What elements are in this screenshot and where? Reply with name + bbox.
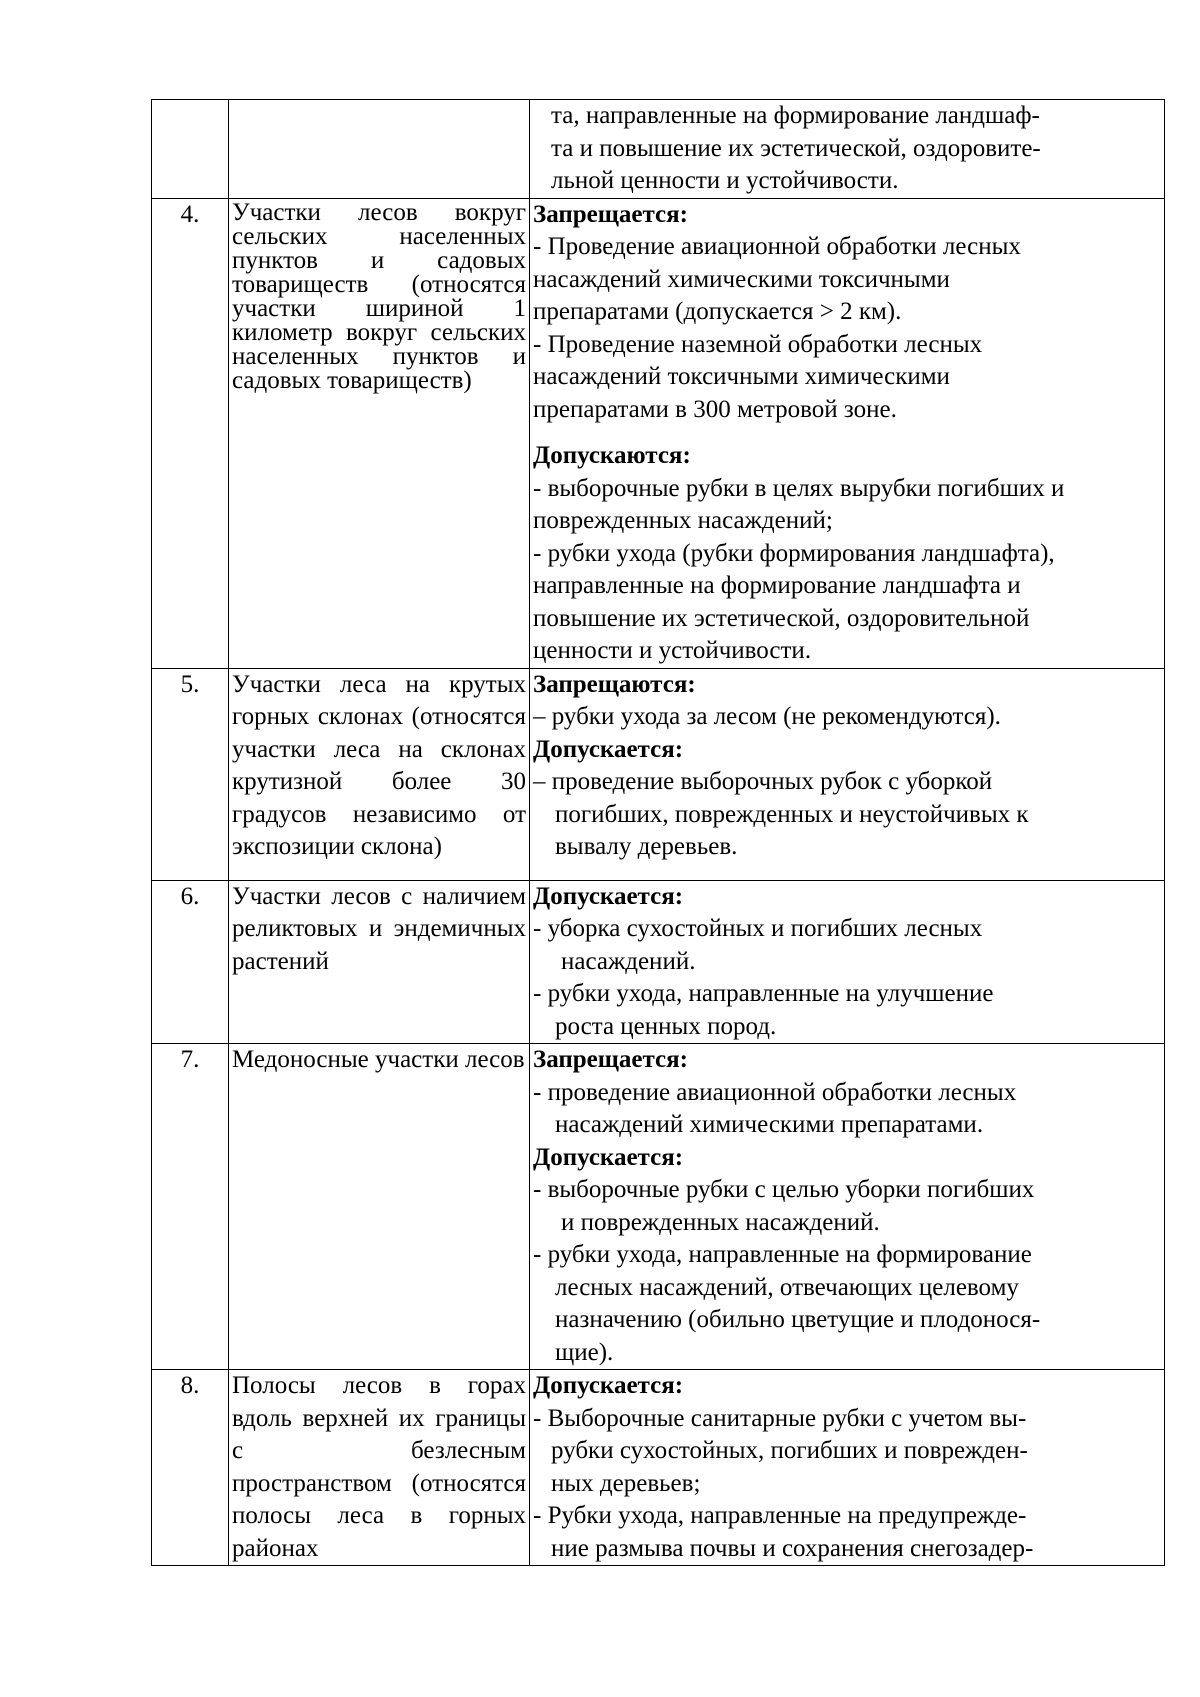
regulation-line: ных деревьев; [551,1469,701,1497]
regulation-line: льной ценности и устойчивости. [551,167,899,194]
area-name-cell [229,100,530,199]
regulation-cell [530,198,1165,668]
regulation-line: лесных насаждений, отвечающих целевому [555,1273,1019,1301]
regulation-line: назначению (обильно цветущие и плодонося- [555,1306,1041,1333]
regulation-line: - Выборочные санитарные рубки с учетом вы- [533,1404,1027,1432]
regulation-heading: Допускается: [533,735,684,763]
regulation-heading: Допускается: [533,1372,684,1399]
regulation-line: - рубки ухода, направленные на улучшение [533,980,994,1007]
area-name-text: Полосы лесов в горах вдоль верхней их границы с безлесным пространством (относятся полосы леса в горных районах [232,1372,526,1562]
row-number-cell [152,100,229,199]
regulation-line: та и повышение их эстетической, оздоровите- [551,134,1041,162]
regulation-heading: Запрещается: [533,1046,689,1073]
regulation-line: насаждений токсичными химическими [533,363,950,390]
regulation-line: рубки сухостойных, погибших и поврежден- [551,1437,1028,1464]
regulation-line: - выборочные рубки в целях вырубки погибших и [533,474,1065,502]
regulation-line: насаждений химическими токсичными [533,265,950,293]
regulation-line: вывалу деревьев. [555,833,738,860]
regulation-heading: Допускается: [533,882,684,910]
regulation-line: поврежденных насаждений; [533,507,833,534]
row-number-cell: 5. [152,668,229,880]
regulation-line: препаратами (допускается > 2 км). [533,298,902,325]
regulation-line: – рубки ухода за лесом (не рекомендуются). [533,703,1001,730]
regulation-line: - уборка сухостойных и погибших лесных [533,915,983,942]
regulation-line: - Проведение наземной обработки лесных [533,330,983,358]
regulation-line: - Рубки ухода, направленные на предупрежде- [533,1502,1027,1529]
regulation-line: и поврежденных насаждений. [561,1208,880,1236]
area-name-cell [229,1370,530,1566]
area-name-text: Участки леса на крутых горных склонах (относятся участки леса на склонах крутизной более 30 градусов независимо от экспозиции склона) [232,670,526,860]
area-name-cell [229,880,530,1044]
regulation-heading: Допускается: [533,1143,684,1171]
regulation-line: та, направленные на формирование ландшаф- [551,102,1040,129]
area-name-text: Участки лесов с наличием реликтовых и эндемичных растений [232,882,526,975]
regulation-line: - выборочные рубки с целью уборки погибших [533,1176,1035,1203]
regulation-line: - рубки ухода (рубки формирования ландшафта), [533,539,1055,567]
spacer [533,426,1161,440]
regulation-line: погибших, поврежденных и неустойчивых к [555,800,1029,828]
row-number-cell: 6. [152,880,229,1044]
forest-rules-table [151,99,1165,1566]
regulation-line: щие). [555,1338,614,1366]
table-row [152,1370,1165,1566]
regulation-heading: Запрещаются: [533,670,696,698]
regulation-heading: Запрещается: [533,200,689,228]
regulation-cell [530,100,1165,199]
regulation-line: ние размыва почвы и сохранения снегозадер- [551,1534,1034,1562]
regulation-line: – проведение выборочных рубок с уборкой [533,768,993,795]
regulation-cell [530,880,1165,1044]
area-name-cell [229,198,530,668]
area-name-text: Медоносные участки лесов [232,1046,525,1073]
regulation-cell [530,668,1165,880]
regulation-cell [530,1044,1165,1370]
table-row [152,668,1165,880]
row-number-cell: 7. [152,1044,229,1370]
regulation-line: насаждений химическими препаратами. [555,1111,984,1138]
area-name-cell [229,668,530,880]
row-number-cell: 8. [152,1370,229,1566]
regulation-line: насаждений. [561,947,696,975]
regulation-heading: Допускаются: [533,442,691,469]
regulation-line: направленные на формирование ландшафта и [533,572,1021,599]
area-name-cell [229,1044,530,1370]
regulation-line: повышение их эстетической, оздоровительной [533,604,1030,632]
row-number-cell: 4. [152,198,229,668]
regulation-line: роста ценных пород. [555,1012,777,1040]
regulation-line: - проведение авиационной обработки лесных [533,1078,1017,1106]
area-name-text: Участки лесов вокруг сельских населенных пунктов и садовых товариществ (относятся участки шириной 1 километр вокруг сельских населенных пунктов и садовых товариществ) [232,198,526,394]
table-body [152,100,1165,1566]
table-row [152,1044,1165,1370]
table-row [152,880,1165,1044]
regulation-cell [530,1370,1165,1566]
regulation-line: препаратами в 300 метровой зоне. [533,395,897,423]
table-row [152,100,1165,199]
regulation-line: - Проведение авиационной обработки лесных [533,233,1021,260]
table-row [152,198,1165,668]
regulation-line: ценности и устойчивости. [533,637,812,664]
regulation-line: - рубки ухода, направленные на формирование [533,1241,1032,1268]
